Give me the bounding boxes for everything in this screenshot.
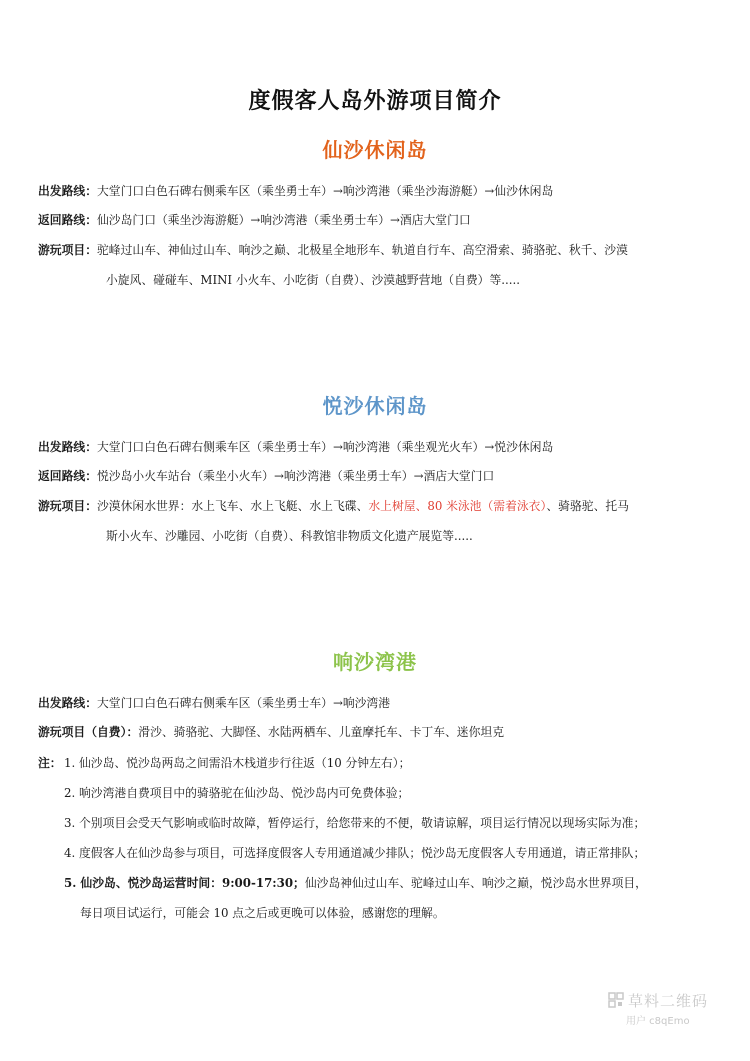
items-label: 游玩项目： [38,499,97,513]
depart-route-xiangsha [38,695,730,712]
note-4: 4. 度假客人在仙沙岛参与项目，可选择度假客人专用通道减少排队；悦沙岛无度假客人专用通道，请正常排队； [64,846,646,860]
page-title: 度假客人岛外游项目简介 [248,89,502,114]
depart-route-yuesha [38,439,730,456]
section-title-xiansha: 仙沙休闲岛 [322,138,428,162]
items-text-highlight: 水上树屋、80 米泳池（需着泳衣） [368,499,547,513]
depart-label: 出发路线： [38,184,97,198]
note-2: 2. 响沙湾港自费项目中的骑骆驼在仙沙岛、悦沙岛内可免费体验； [64,786,410,800]
items-label: 游玩项目： [38,243,97,257]
depart-label: 出发路线： [38,440,97,454]
depart-route-xiansha [38,183,730,200]
return-text: 悦沙岛小火车站台（乘坐小火车）→响沙湾港（乘坐勇士车）→酒店大堂门口 [97,469,495,483]
qr-logo-icon [608,992,624,1008]
items-xiansha [38,242,730,259]
note-3: 3. 个别项目会受天气影响或临时故障，暂停运行，给您带来的不便，敬请谅解，项目运行情况以现场实际为准； [64,816,646,830]
return-label: 返回路线： [38,469,97,483]
note-5-text: 仙沙岛神仙过山车、驼峰过山车、响沙之巅，悦沙岛水世界项目， [304,876,647,890]
return-label: 返回路线： [38,213,97,227]
items-yuesha-cont: 斯小火车、沙雕园、小吃街（自费）、科教馆非物质文化遗产展览等..... [106,529,473,543]
items-yuesha [38,498,730,515]
items-text-b: 、骑骆驼、托马 [546,499,629,513]
watermark-text: 草料二维码 [628,992,709,1010]
depart-text: 大堂门口白色石碑右侧乘车区（乘坐勇士车）→响沙湾港 [97,696,391,710]
items-xiangsha [38,724,730,741]
items-text: 驼峰过山车、神仙过山车、响沙之巅、北极星全地形车、轨道自行车、高空滑索、骑骆驼、秋千、沙漠 [97,243,628,257]
items-xiansha-cont: 小旋风、碰碰车、MINI 小火车、小吃街（自费）、沙漠越野营地（自费）等..... [106,273,521,287]
note-5 [64,875,647,892]
items-text: 滑沙、骑骆驼、大脚怪、水陆两栖车、儿童摩托车、卡丁车、迷你坦克 [138,725,504,739]
return-text: 仙沙岛门口（乘坐沙海游艇）→响沙湾港（乘坐勇士车）→酒店大堂门口 [97,213,471,227]
items-label: 游玩项目（自费）： [38,725,139,739]
items-text-a: 沙漠休闲水世界：水上飞车、水上飞艇、水上飞碟、 [97,499,369,513]
note-5-hours: 5. 仙沙岛、悦沙岛运营时间：9:00-17:30； [64,876,305,890]
section-title-yuesha: 悦沙休闲岛 [322,394,428,418]
depart-text: 大堂门口白色石碑右侧乘车区（乘坐勇士车）→响沙湾港（乘坐沙海游艇）→仙沙休闲岛 [97,184,554,198]
note-5-cont: 每日项目试运行，可能会 10 点之后或更晚可以体验，感谢您的理解。 [80,906,445,920]
notes-label: 注： [38,756,62,770]
depart-label: 出发路线： [38,696,97,710]
watermark [608,990,738,1030]
watermark-sub: 用户 c8qEmo [626,1016,690,1027]
note-1: 1. 仙沙岛、悦沙岛两岛之间需沿木栈道步行往返（10 分钟左右）； [64,756,411,770]
section-title-xiangsha: 响沙湾港 [333,650,417,674]
depart-text: 大堂门口白色石碑右侧乘车区（乘坐勇士车）→响沙湾港（乘坐观光火车）→悦沙休闲岛 [97,440,554,454]
return-route-xiansha [38,212,730,229]
return-route-yuesha [38,468,730,485]
